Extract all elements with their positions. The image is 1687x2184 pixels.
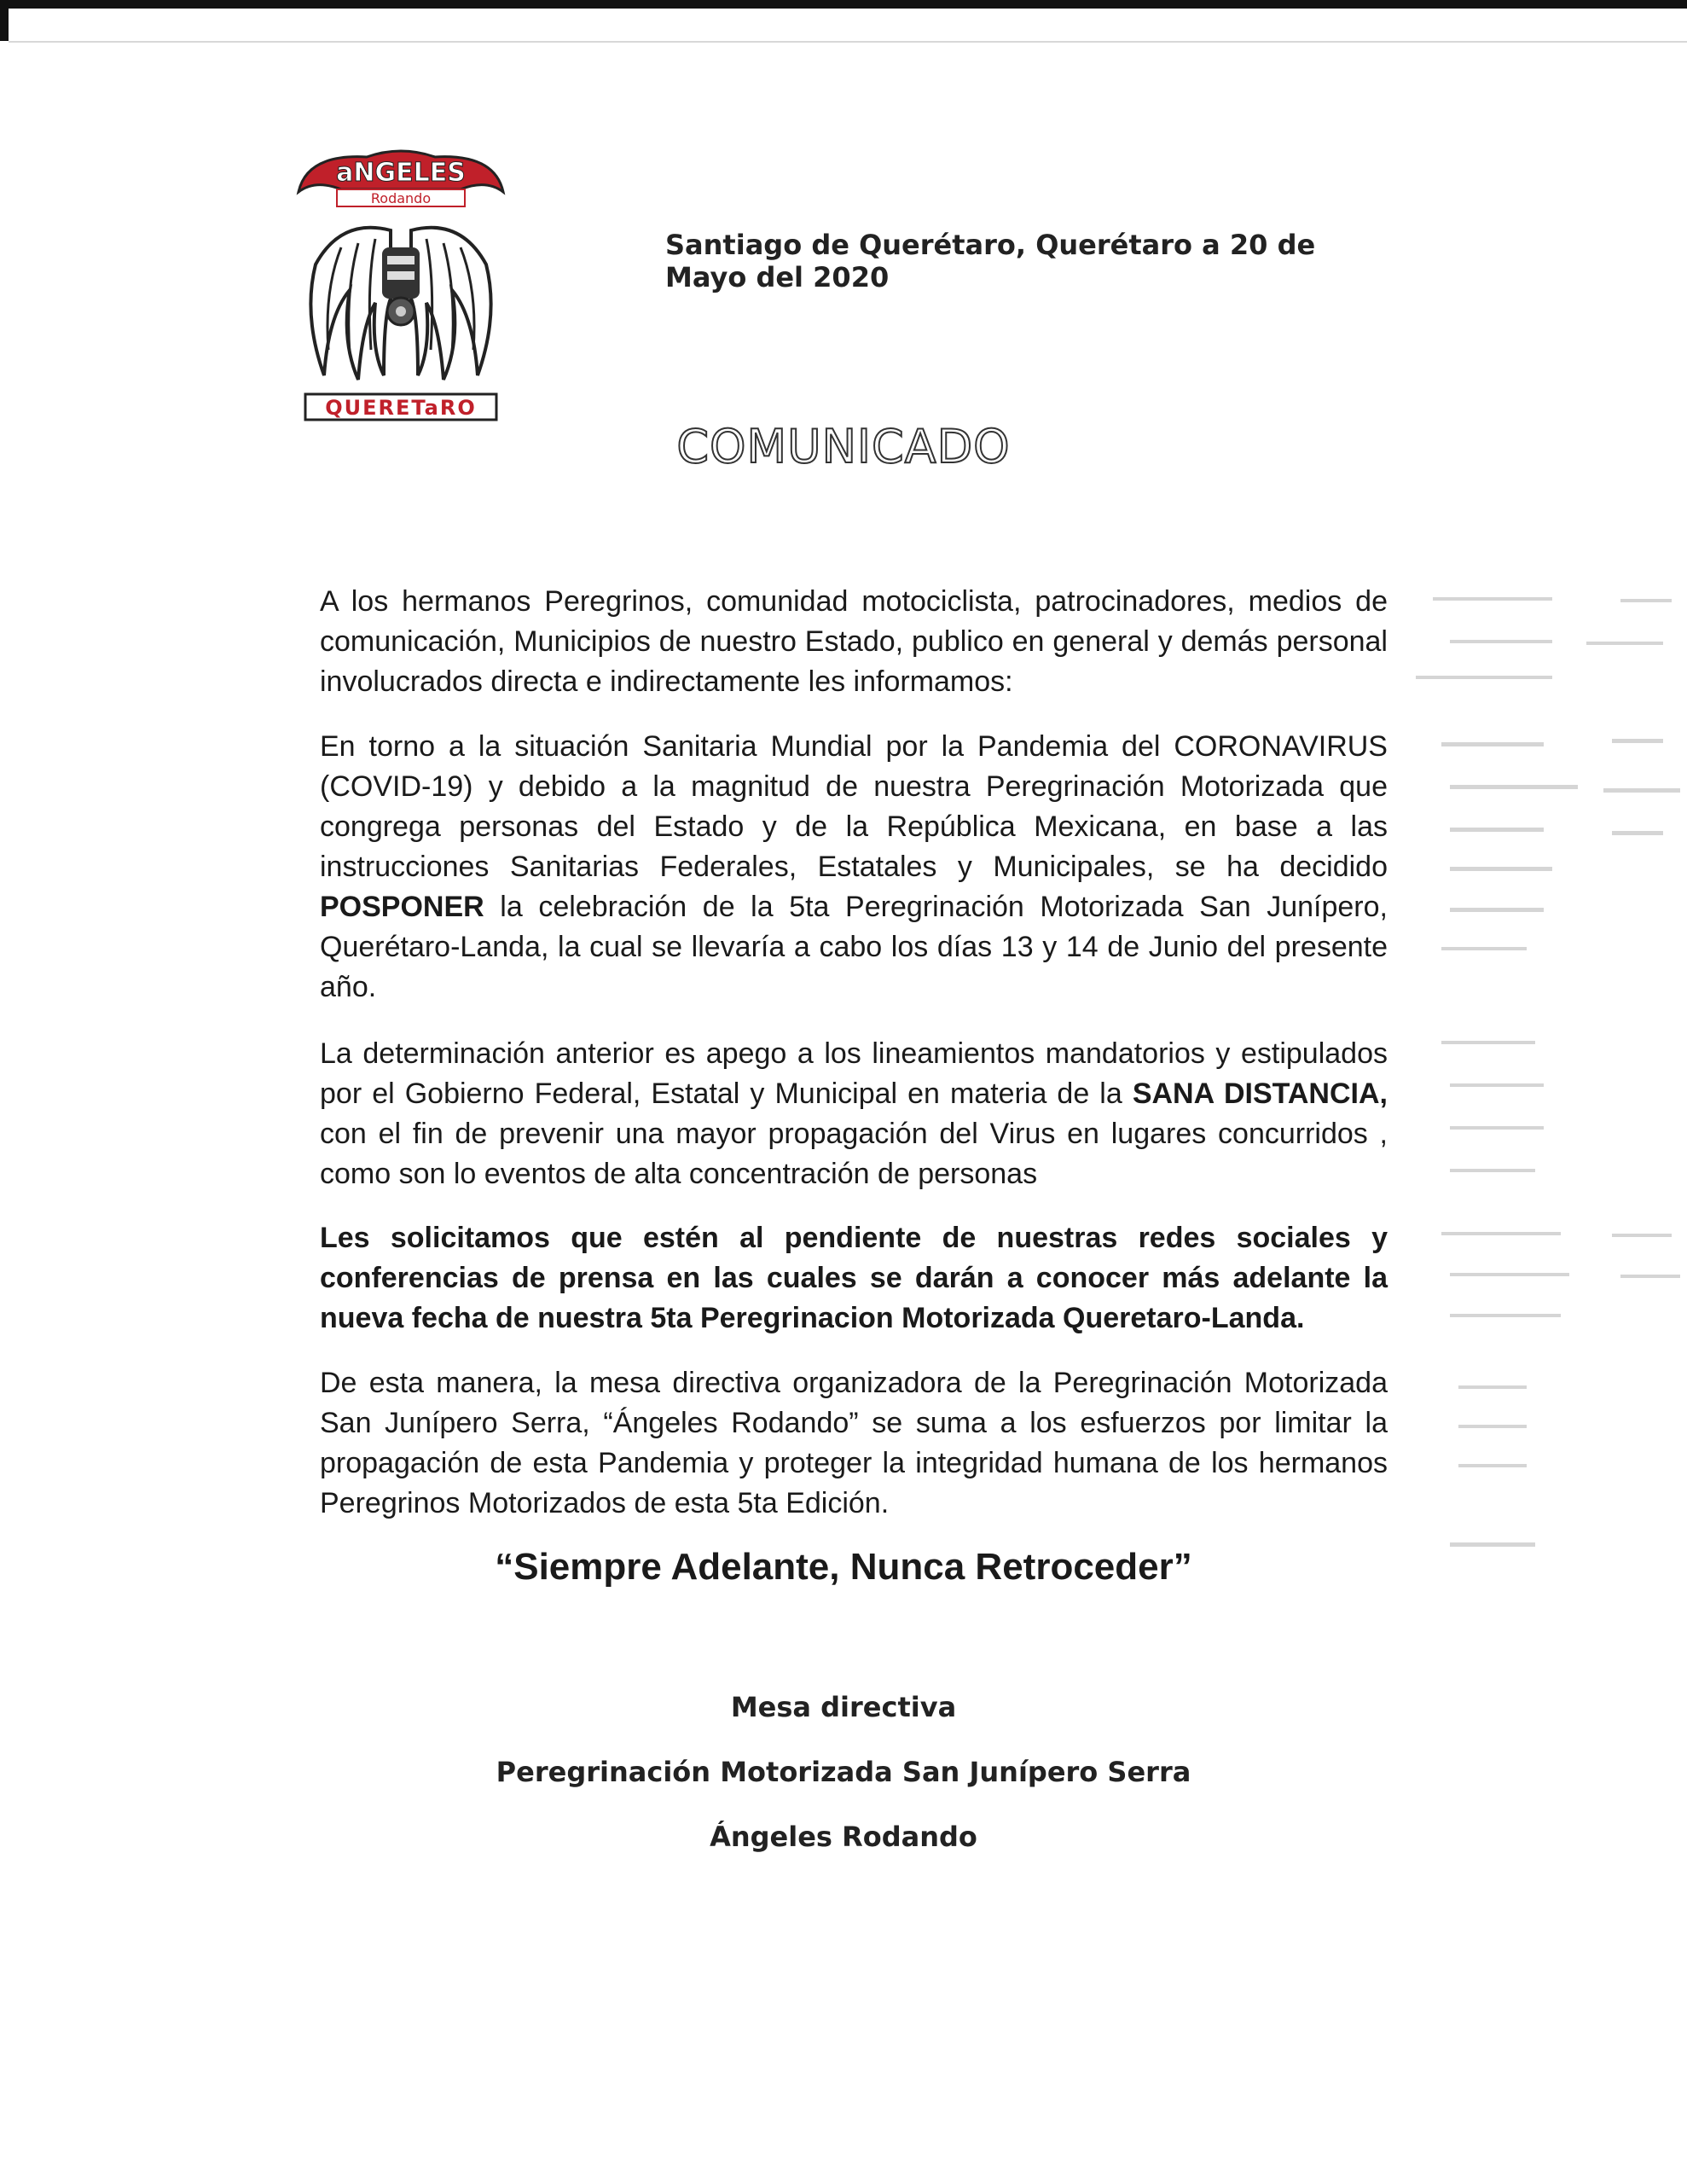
signature-line-3: Ángeles Rodando: [710, 1821, 977, 1853]
paragraph-guidelines: [320, 1034, 1388, 1194]
paragraph-postponement-text-b: la celebración de la 5ta Peregrinación Motorizada San Junípero, Querétaro-Landa, la cual se llevaría a cabo los días 13 y 14 de Junio del presente año.: [320, 891, 1388, 1003]
scan-border-top: [0, 0, 1687, 9]
scan-border-left: [0, 0, 9, 41]
logo-left-wing: [310, 228, 391, 380]
logo-right-wing: [411, 228, 491, 380]
angeles-rodando-logo: [290, 145, 512, 427]
logo-top-text: aNGELES: [336, 158, 466, 188]
logo-sub-text: Rodando: [370, 190, 432, 206]
logo-bottom-text: QUERETaRO: [325, 396, 477, 420]
paragraph-guidelines-text-b: con el fin de prevenir una mayor propagación del Virus en lugares concurridos , como son lo eventos de alta concentración de personas: [320, 1118, 1388, 1190]
sana-distancia-emphasis: SANA DISTANCIA,: [1132, 1077, 1388, 1110]
paragraph-request: Les solicitamos que estén al pendiente de nuestras redes sociales y conferencias de prensa en las cuales se darán a conocer más adelante la nueva fecha de nuestra 5ta Peregrinacion Motorizada Queretaro-Landa.: [320, 1222, 1388, 1334]
paragraph-addressees: A los hermanos Peregrinos, comunidad motociclista, patrocinadores, medios de comunicación, Municipios de nuestro Estado, publico en general y demás personal involucrados directa e indirectamente les informamos:: [320, 585, 1388, 698]
page-title: COMUNICADO: [676, 420, 1011, 473]
postpone-emphasis: POSPONER: [320, 891, 484, 923]
paragraph-postponement: [320, 727, 1388, 1008]
paragraph-postponement-text-a: En torno a la situación Sanitaria Mundial por la Pandemia del CORONAVIRUS (COVID-19) y debido a la magnitud de nuestra Peregrinación Motorizada que congrega personas del Estado y de la República Mexicana, en base a las instrucciones Sanitarias Federales, Estatales y Municipales, se ha decidido: [320, 730, 1388, 883]
signature-line-2: Peregrinación Motorizada San Junípero Serra: [496, 1756, 1191, 1788]
motto: “Siempre Adelante, Nunca Retroceder”: [495, 1546, 1192, 1588]
signature-line-1: Mesa directiva: [730, 1691, 957, 1723]
date-line: Santiago de Querétaro, Querétaro a 20 de Mayo del 2020: [665, 229, 1316, 293]
logo-engine-icon: [382, 247, 420, 325]
paragraph-guidelines-text-a: La determinación anterior es apego a los lineamientos mandatorios y estipulados por el Gobierno Federal, Estatal y Municipal en materia de la: [320, 1037, 1388, 1110]
scan-edge-line: [9, 41, 1687, 43]
scan-bleed-marks: [1416, 580, 1687, 1604]
paragraph-closing: De esta manera, la mesa directiva organizadora de la Peregrinación Motorizada San Junípero Serra, “Ángeles Rodando” se suma a los esfuerzos por limitar la propagación de esta Pandemia y proteger la integridad humana de los hermanos Peregrinos Motorizados de esta 5ta Edición.: [320, 1367, 1388, 1519]
